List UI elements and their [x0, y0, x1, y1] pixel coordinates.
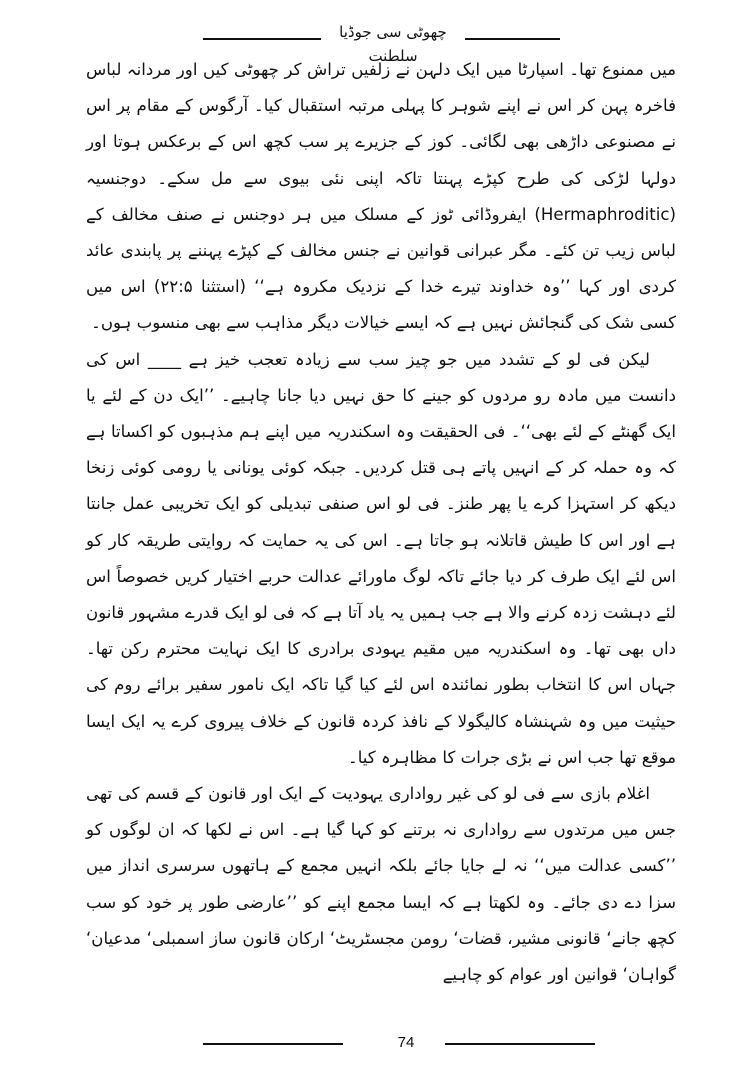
body-text — [86, 52, 676, 993]
header-rule-right — [465, 38, 560, 40]
paragraph: میں ممنوع تھا۔ اسپارٹا میں ایک دلہن نے زلفیں تراش کر چھوٹی کیں اور مردانہ لباس فاخرہ پہن کر اس نے اپنے شوہر کا پہلی مرتبہ استقبال کیا۔ آرگوس کے مقام پر اس نے مصنوعی داڑھی بھی لگائی۔ کوز کے جزیرے پر سب کچھ اس کے برعکس ہوتا اور دولہا لڑکی کی طرح کپڑے پہنتا تاکہ اپنی نئی بیوی سے مل سکے۔ دوجنسیہ (Hermaphroditic) ایفروڈائی ٹوز کے مسلک میں ہر دوجنس نے صنف مخالف کے لباس زیب تن کئے۔ مگر عبرانی قوانین نے جنس مخالف کے کپڑے پہننے پر پابندی عائد کردی اور کہا ’’وہ خداوند تیرے خدا کے نزدیک مکروہ ہے‘‘ (استثنا ۲۲:۵) اس میں کسی شک کی گنجائش نہیں ہے کہ ایسے خیالات دیگر مذاہب سے بھی منسوب ہوں۔ — [86, 60, 677, 333]
page-header — [0, 14, 748, 65]
page-footer — [0, 1025, 748, 1065]
header-rule-left — [203, 38, 321, 40]
page-number: 74 — [397, 1034, 415, 1051]
paragraph: اغلام بازی سے فی لو کی غیر رواداری یہودیت کے ایک اور قانون کے قسم کی تھی جس میں مرتدوں سے رواداری نہ برتنے کو کہا گیا ہے۔ اس نے لکھا کہ ان لوگوں کو ’’کسی عدالت میں‘‘ نہ لے جایا جائے بلکہ انہیں مجمع کے ہاتھوں سرسری انداز میں سزا دے دی جائے۔ وہ لکھتا ہے کہ ایسا مجمع اپنے کو ’’عارضی طور پر خود کو سب کچھ جانے‘ قانونی مشیر، قضات‘ رومن مجسٹریٹ‘ ارکان قانون ساز اسمبلی‘ مدعیان‘ گواہان‘ قوانین اور عوام کو چاہیے — [86, 784, 676, 985]
footer-rule-left — [203, 1043, 343, 1045]
running-title: چھوٹی سی جوڈیا سلطنت — [339, 23, 447, 65]
paragraph: لیکن فی لو کے تشدد میں جو چیز سب سے زیادہ تعجب خیز ہے ____ اس کی دانست میں مادہ رو مردوں کو جینے کا حق نہیں دیا جانا چاہیے۔ ’’ایک دن کے لئے یا ایک گھنٹے کے لئے بھی‘‘۔ فی الحقیقت وہ اسکندریہ میں اپنے ہم مذہبوں کو اکساتا ہے کہ وہ حملہ کر کے انہیں پاتے ہی قتل کردیں۔ جبکہ کوئی یونانی یا رومی کوئی زنخا دیکھ کر استہزا کرے یا پھر طنز۔ فی لو اس صنفی تبدیلی کو ایک تخریبی عمل جانتا ہے اور اس کا طیش قاتلانہ ہو جاتا ہے۔ اس کی یہ حمایت کہ روایتی طریقہ کار کو اس لئے ایک طرف کر دیا جائے تاکہ لوگ ماورائے عدالت حربے اختیار کریں خصوصاً اس لئے دہشت زدہ کرنے والا ہے جب ہمیں یہ یاد آتا ہے کہ فی لو ایک قدرے مشہور قانون داں بھی تھا۔ وہ اسکندریہ میں مقیم یہودی برادری کا ایک نہایت محترم رکن تھا۔ جہاں اس کا انتخاب بطور نمائندہ اس لئے کیا گیا تاکہ ایک نامور سفیر برائے روم کی حیثیت میں وہ شہنشاہ کالیگولا کے نافذ کردہ قانون کے خلاف پیروی کرے یہ ایک ایسا موقع تھا جب اس نے بڑی جرات کا مظاہرہ کیا۔ — [86, 349, 676, 767]
footer-rule-right — [445, 1043, 595, 1045]
